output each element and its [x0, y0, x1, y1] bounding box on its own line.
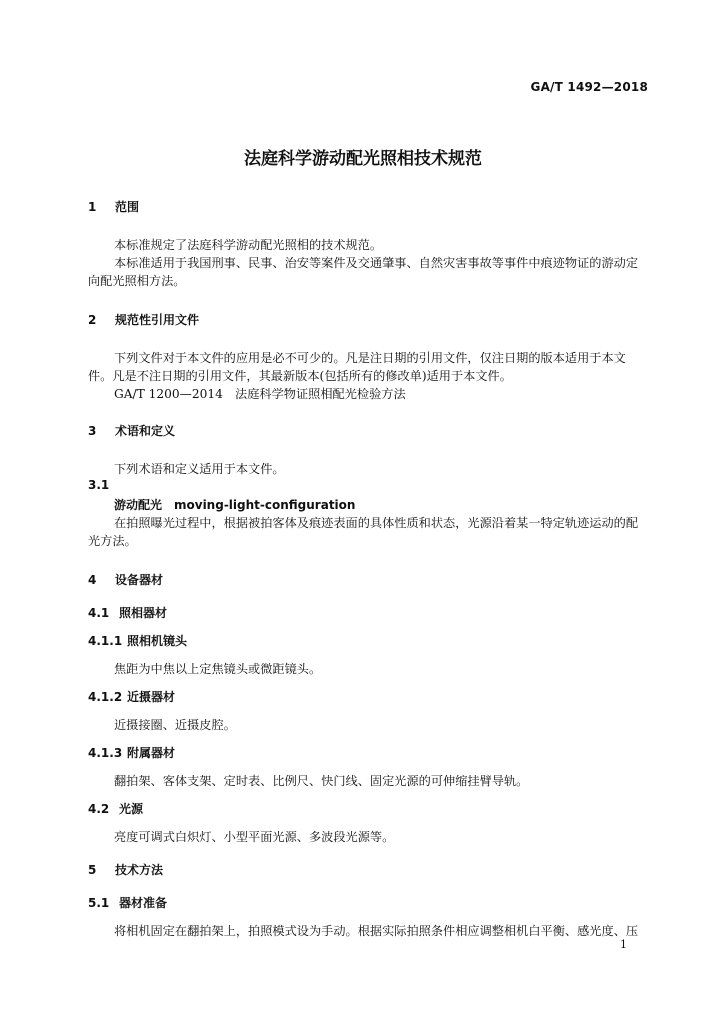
section-3-heading [88, 422, 175, 439]
subsection-4-1-heading [88, 604, 167, 621]
section-number: 5 [88, 863, 97, 877]
section-number: 1 [88, 200, 97, 214]
section-2-heading [88, 311, 199, 328]
term-definition-continuation: 光方法。 [88, 534, 137, 548]
subsection-number: 4.1.2 [88, 690, 123, 704]
paragraph-continuation: 向配光照相方法。 [88, 274, 186, 288]
subsection-number: 5.1 [88, 896, 110, 910]
paragraph: 焦距为中焦以上定焦镜头或微距镜头。 [114, 662, 322, 676]
section-title: 术语和定义 [115, 424, 176, 438]
term-number: 3.1 [88, 478, 110, 492]
document-code: GA/T 1492—2018 [530, 80, 648, 94]
paragraph: 将相机固定在翻拍架上，拍照模式设为手动。根据实际拍照条件相应调整相机白平衡、感光度、压 [114, 924, 639, 938]
subsection-title: 照相器材 [119, 606, 168, 620]
subsection-number: 4.2 [88, 802, 110, 816]
subsection-4-1-3-heading [88, 744, 175, 761]
subsection-4-1-2-heading [88, 688, 175, 705]
subsection-title: 器材准备 [119, 896, 168, 910]
term-name: 游动配光 moving-light-configuration [114, 498, 356, 512]
paragraph-continuation: 件。凡是不注日期的引用文件，其最新版本(包括所有的修改单)适用于本文件。 [88, 369, 512, 383]
paragraph: 近摄接圈、近摄皮腔。 [114, 718, 236, 732]
paragraph: 下列术语和定义适用于本文件。 [114, 462, 285, 476]
section-number: 2 [88, 313, 97, 327]
section-4-heading [88, 571, 163, 588]
paragraph: 亮度可调式白炽灯、小型平面光源、多波段光源等。 [114, 830, 395, 844]
section-number: 3 [88, 424, 97, 438]
section-number: 4 [88, 573, 97, 587]
paragraph: 本标准适用于我国刑事、民事、治安等案件及交通肇事、自然灾害事故等事件中痕迹物证的游动定 [114, 256, 639, 270]
subsection-4-1-1-heading [88, 632, 187, 649]
section-1-heading [88, 198, 139, 215]
page-number: 1 [620, 938, 627, 951]
normative-reference: GA/T 1200—2014 法庭科学物证照相配光检验方法 [114, 387, 406, 401]
section-title: 范围 [115, 200, 140, 214]
subsection-number: 4.1 [88, 606, 110, 620]
section-title: 设备器材 [115, 573, 164, 587]
subsection-4-2-heading [88, 800, 143, 817]
subsection-number: 4.1.3 [88, 746, 123, 760]
document-title: 法庭科学游动配光照相技术规范 [244, 149, 482, 169]
paragraph: 下列文件对于本文件的应用是必不可少的。凡是注日期的引用文件，仅注日期的版本适用于本文 [114, 351, 626, 365]
subsection-title: 光源 [119, 802, 144, 816]
paragraph: 翻拍架、客体支架、定时表、比例尺、快门线、固定光源的可伸缩挂臂导轨。 [114, 774, 529, 788]
subsection-number: 4.1.1 [88, 634, 123, 648]
subsection-title: 近摄器材 [127, 690, 176, 704]
paragraph: 本标准规定了法庭科学游动配光照相的技术规范。 [114, 238, 383, 252]
section-5-heading [88, 861, 163, 878]
subsection-title: 照相机镜头 [127, 634, 188, 648]
subsection-5-1-heading [88, 894, 167, 911]
section-title: 技术方法 [115, 863, 164, 877]
section-title: 规范性引用文件 [115, 313, 200, 327]
term-definition: 在拍照曝光过程中，根据被拍客体及痕迹表面的具体性质和状态，光源沿着某一特定轨迹运动的配 [114, 516, 639, 530]
subsection-title: 附属器材 [127, 746, 176, 760]
